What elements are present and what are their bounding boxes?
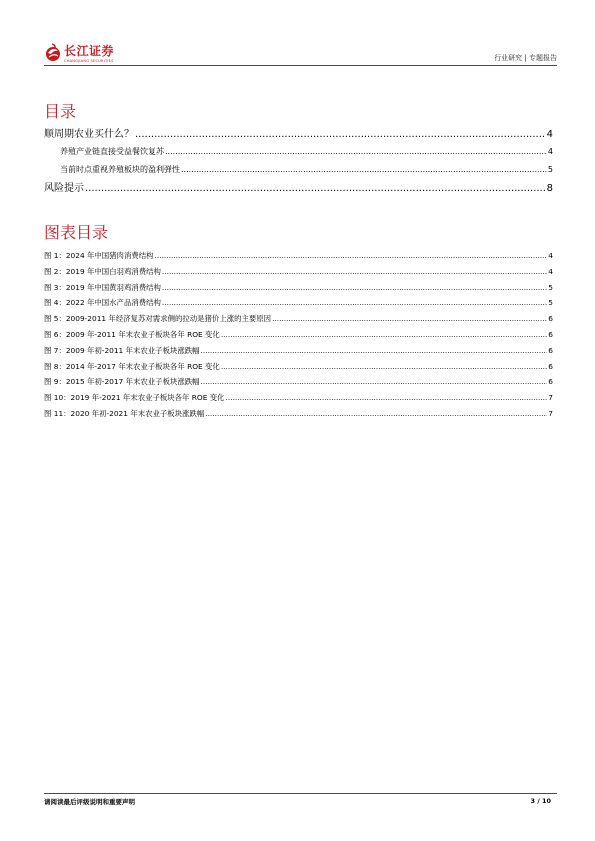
toc-entry[interactable]: 风险提示 ..... 8 [44,182,553,195]
report-type: 行业研究 | 专题报告 [494,54,557,62]
figure-entry[interactable]: 图 11：2020 年初-2021 年末农业子板块涨跌幅 ..... 7 [44,408,553,419]
figure-entry[interactable]: 图 7：2009 年初-2011 年末农业子板块涨跌幅 ..... 6 [44,345,553,356]
logo-chinese: 长江证券 [64,44,115,58]
figure-entry[interactable]: 图 5：2009-2011 年经济复苏对需求侧的拉动是猪价上涨的主要原因 ..... 6 [44,313,553,324]
page-header [44,41,557,67]
header-divider [44,65,557,66]
toc-entry[interactable]: 顺周期农业买什么？ ..... 4 [44,128,553,141]
logo-english: CHANGJIANG SECURITIES [64,59,114,63]
toc-entry[interactable]: 当前时点重视养殖板块的盈利弹性 ..... 5 [60,164,553,175]
figure-entry[interactable]: 图 2：2019 年中国白羽鸡消费结构 ..... 4 [44,266,553,277]
figure-entry[interactable]: 图 3：2019 年中国黄羽鸡消费结构 ..... 5 [44,282,553,293]
footer-disclaimer: 请阅读最后评级说明和重要声明 [44,798,135,806]
figure-entry[interactable]: 图 6：2009 年-2011 年末农业子板块各年 ROE 变化 ..... 6 [44,329,553,340]
toc-title: 目录 [44,102,77,121]
toc-entry[interactable]: 养殖产业链直接受益餐饮复苏 ..... 4 [60,146,553,157]
figure-entry[interactable]: 图 10：2019 年-2021 年末农业子板块各年 ROE 变化 ..... 7 [44,392,553,403]
logo-emblem-icon [44,42,62,62]
figure-entry[interactable]: 图 8：2014 年-2017 年末农业子板块各年 ROE 变化 ..... 6 [44,361,553,372]
company-logo [44,41,115,63]
figure-entry[interactable]: 图 9：2015 年初-2017 年末农业子板块涨跌幅 ..... 6 [44,376,553,387]
figure-entry[interactable]: 图 4：2022 年中国水产品消费结构 ..... 5 [44,297,553,308]
figure-entry[interactable]: 图 1：2024 年中国猪肉消费结构 ..... 4 [44,250,553,261]
figure-list-title: 图表目录 [44,223,109,242]
page-number: 3 / 10 [530,797,551,805]
footer-divider [44,793,557,794]
